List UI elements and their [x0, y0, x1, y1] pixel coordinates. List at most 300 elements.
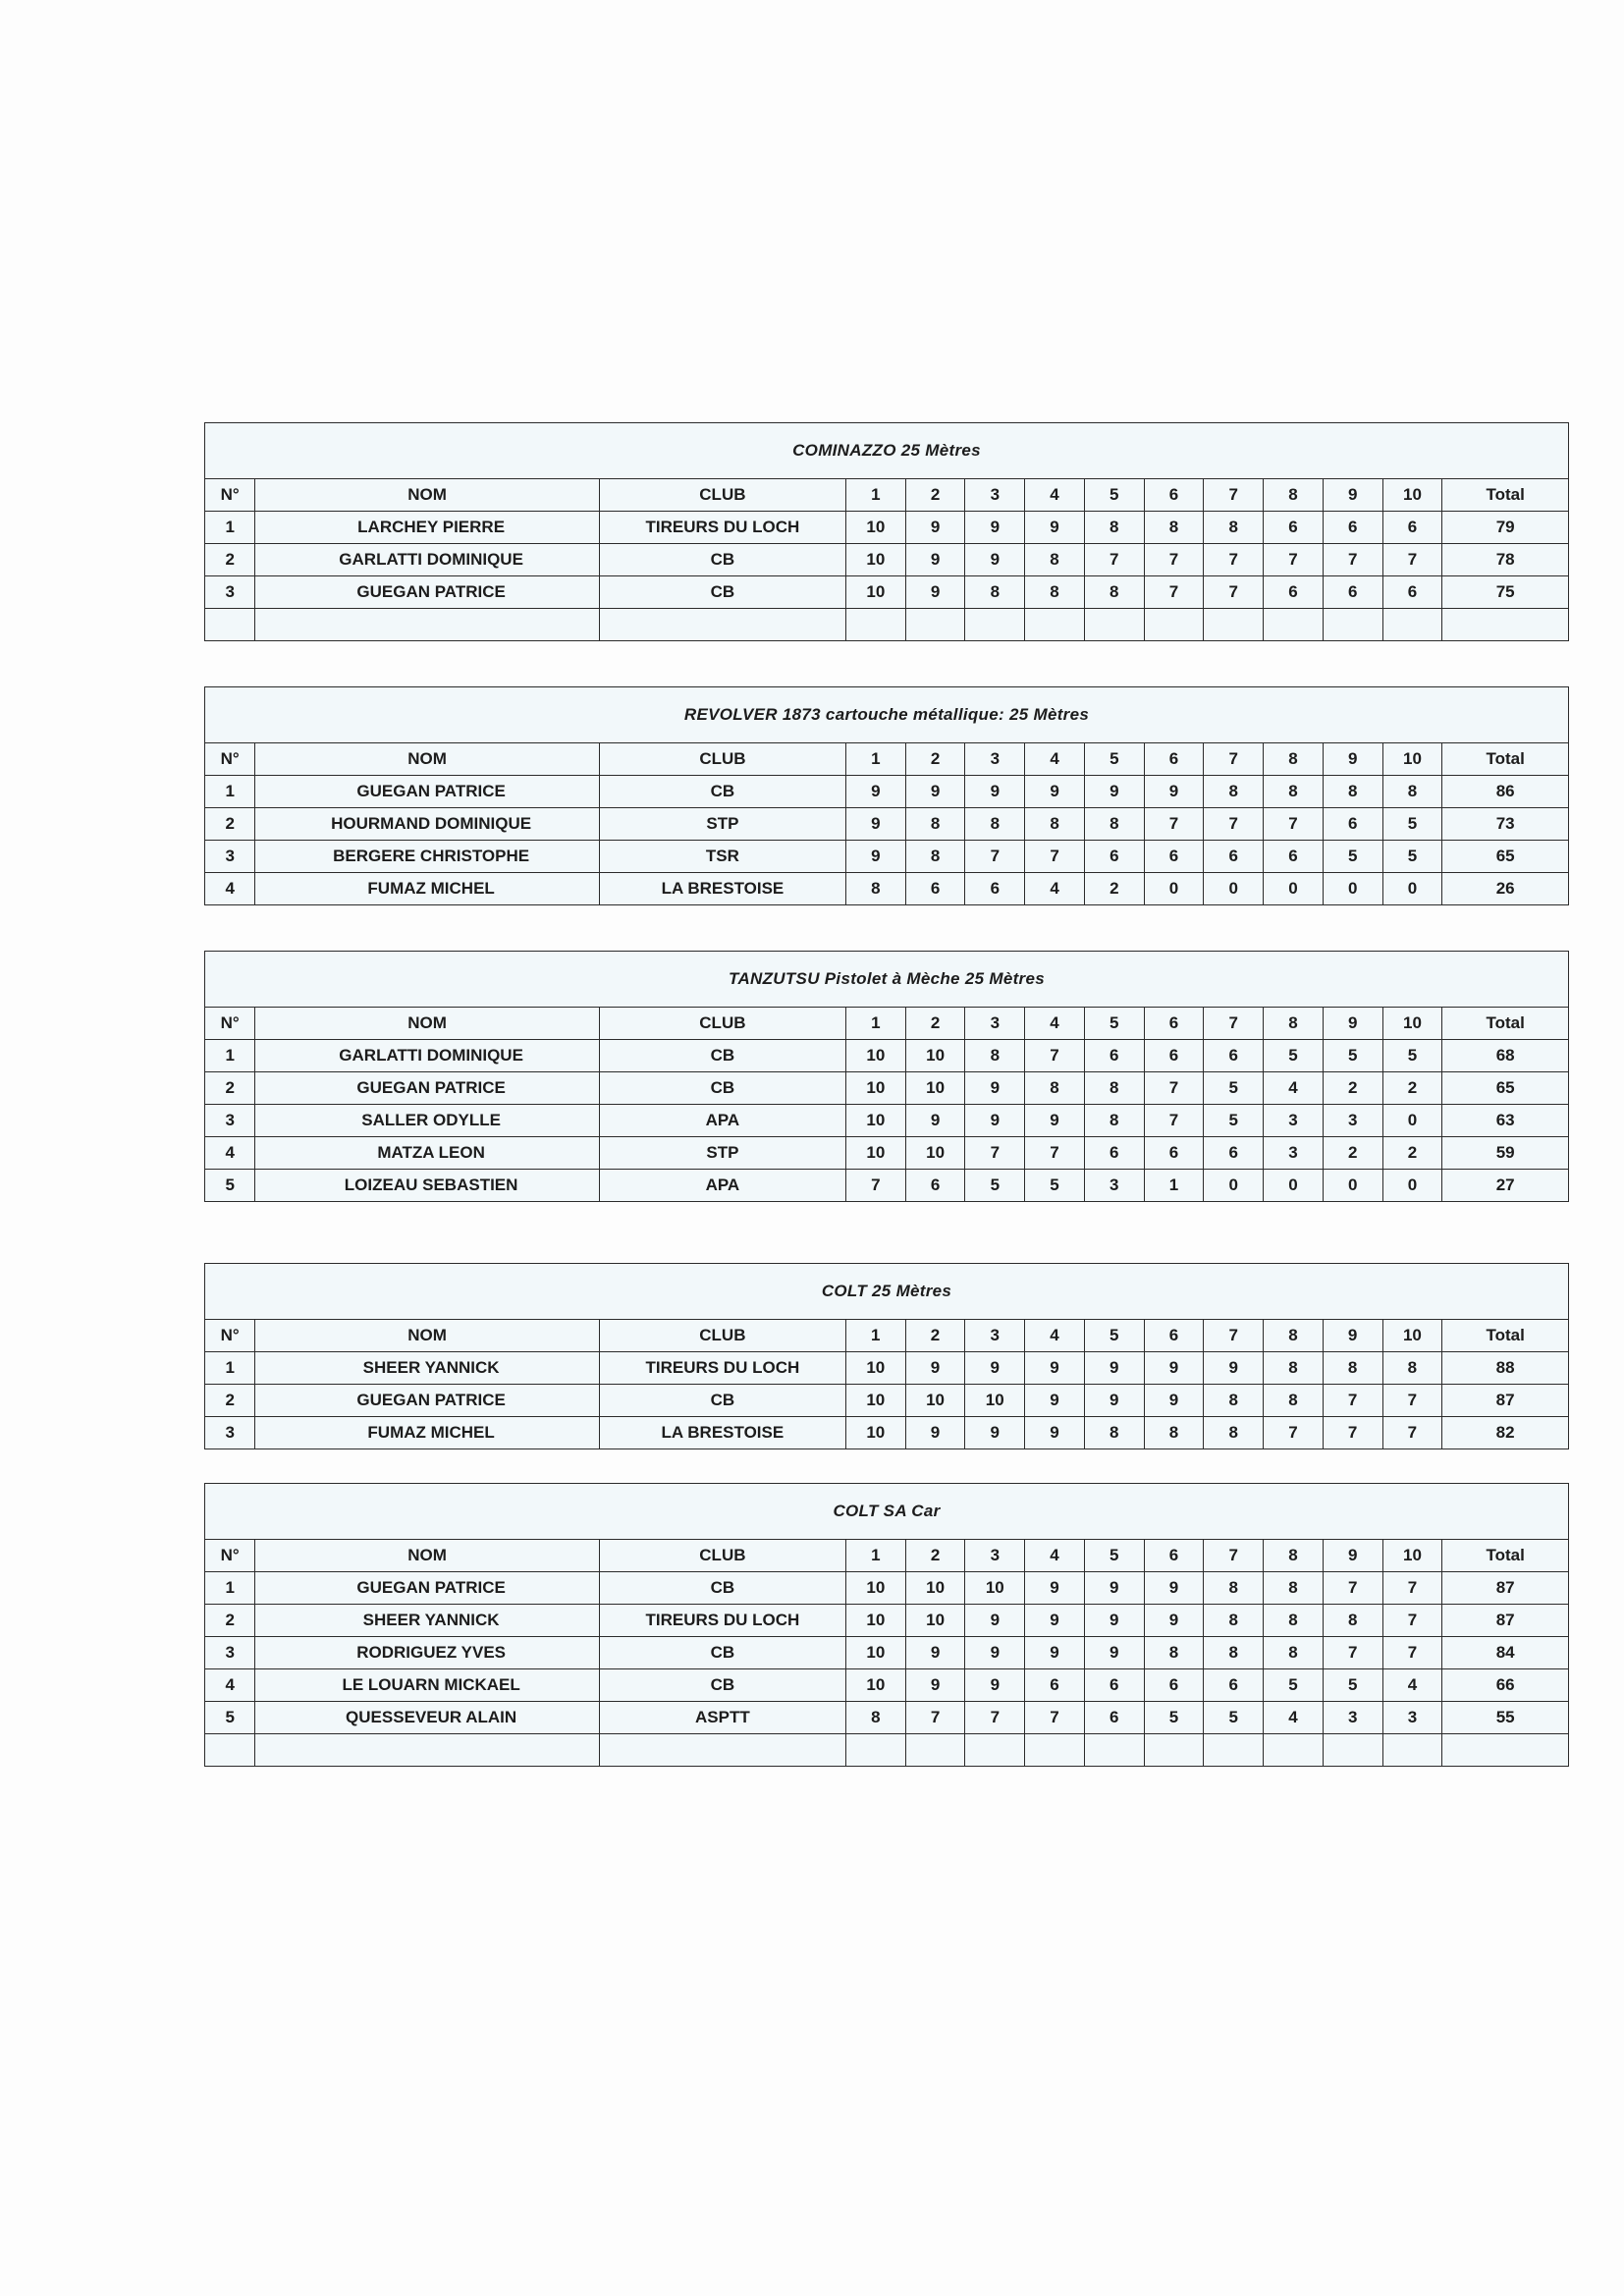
cell-shot-6: 1 — [1144, 1170, 1204, 1202]
cell-club: CB — [599, 1669, 845, 1702]
table-header-row — [205, 1008, 1569, 1040]
column-header-total: Total — [1442, 743, 1569, 776]
cell-shot-4: 9 — [1025, 1352, 1085, 1385]
cell-club: CB — [599, 576, 845, 609]
column-header-shot-8: 8 — [1264, 743, 1324, 776]
cell-rank: 1 — [205, 1352, 255, 1385]
blank-cell — [1025, 1734, 1085, 1767]
cell-shot-2: 8 — [905, 841, 965, 873]
cell-shot-3: 5 — [965, 1170, 1025, 1202]
results-table — [204, 686, 1569, 905]
cell-shot-10: 2 — [1382, 1072, 1442, 1105]
cell-total: 87 — [1442, 1605, 1569, 1637]
cell-shot-3: 9 — [965, 1105, 1025, 1137]
cell-shot-4: 9 — [1025, 1572, 1085, 1605]
cell-shot-10: 7 — [1382, 1572, 1442, 1605]
cell-shot-1: 9 — [846, 776, 906, 808]
cell-shot-4: 9 — [1025, 1637, 1085, 1669]
blank-cell — [205, 1734, 255, 1767]
cell-shot-8: 4 — [1264, 1702, 1324, 1734]
column-header-club: CLUB — [599, 479, 845, 512]
cell-shot-4: 8 — [1025, 1072, 1085, 1105]
cell-shot-7: 7 — [1204, 576, 1264, 609]
cell-shot-4: 7 — [1025, 1040, 1085, 1072]
cell-shot-4: 7 — [1025, 1702, 1085, 1734]
column-header-shot-10: 10 — [1382, 479, 1442, 512]
column-header-name: NOM — [255, 743, 599, 776]
cell-shot-1: 10 — [845, 1605, 905, 1637]
column-header-rank: N° — [205, 1008, 255, 1040]
column-header-rank: N° — [205, 743, 255, 776]
cell-shot-9: 6 — [1323, 512, 1382, 544]
cell-shot-3: 8 — [965, 1040, 1025, 1072]
cell-shot-2: 6 — [905, 873, 965, 905]
cell-rank: 2 — [205, 544, 255, 576]
cell-shot-10: 7 — [1382, 544, 1442, 576]
cell-shot-8: 0 — [1264, 873, 1324, 905]
table-title: COLT SA Car — [205, 1484, 1569, 1540]
table-row — [205, 1040, 1569, 1072]
table-spacer — [204, 1449, 1569, 1483]
cell-shot-8: 6 — [1264, 512, 1324, 544]
cell-shot-5: 6 — [1084, 841, 1144, 873]
table-spacer — [204, 1202, 1569, 1263]
cell-club: TIREURS DU LOCH — [599, 1352, 845, 1385]
table-blank-row — [205, 1734, 1569, 1767]
cell-club: TIREURS DU LOCH — [599, 512, 845, 544]
blank-cell — [1084, 1734, 1144, 1767]
column-header-shot-1: 1 — [845, 1540, 905, 1572]
column-header-shot-7: 7 — [1204, 1320, 1264, 1352]
cell-shot-9: 2 — [1323, 1137, 1382, 1170]
cell-total: 27 — [1442, 1170, 1569, 1202]
cell-shot-2: 9 — [905, 576, 965, 609]
results-table — [204, 951, 1569, 1202]
table-header-row — [205, 1320, 1569, 1352]
cell-name: SHEER YANNICK — [255, 1605, 599, 1637]
blank-cell — [1025, 609, 1085, 641]
cell-club: CB — [599, 776, 845, 808]
cell-shot-3: 8 — [965, 808, 1025, 841]
cell-shot-7: 8 — [1204, 1572, 1264, 1605]
cell-shot-8: 4 — [1264, 1072, 1324, 1105]
cell-shot-7: 8 — [1204, 1637, 1264, 1669]
blank-cell — [599, 1734, 845, 1767]
blank-cell — [1323, 609, 1382, 641]
cell-shot-6: 0 — [1144, 873, 1204, 905]
cell-shot-6: 7 — [1144, 1105, 1204, 1137]
cell-club: CB — [599, 1385, 845, 1417]
column-header-club: CLUB — [599, 1008, 845, 1040]
cell-club: TSR — [599, 841, 845, 873]
cell-shot-5: 9 — [1084, 1385, 1144, 1417]
cell-shot-5: 3 — [1084, 1170, 1144, 1202]
column-header-rank: N° — [205, 1320, 255, 1352]
cell-shot-4: 9 — [1025, 512, 1085, 544]
blank-cell — [1144, 1734, 1204, 1767]
cell-shot-2: 10 — [905, 1137, 965, 1170]
cell-shot-2: 7 — [905, 1702, 965, 1734]
column-header-name: NOM — [255, 1540, 599, 1572]
cell-shot-5: 7 — [1084, 544, 1144, 576]
cell-shot-7: 8 — [1204, 1605, 1264, 1637]
cell-shot-4: 9 — [1025, 776, 1085, 808]
cell-shot-5: 8 — [1084, 1417, 1144, 1449]
cell-shot-7: 8 — [1204, 1385, 1264, 1417]
cell-shot-2: 10 — [905, 1072, 965, 1105]
table-title: COMINAZZO 25 Mètres — [205, 423, 1569, 479]
table-row — [205, 1572, 1569, 1605]
cell-rank: 3 — [205, 576, 255, 609]
column-header-shot-5: 5 — [1084, 743, 1144, 776]
cell-shot-6: 5 — [1144, 1702, 1204, 1734]
column-header-shot-3: 3 — [965, 1008, 1025, 1040]
cell-shot-9: 7 — [1323, 1572, 1382, 1605]
cell-shot-10: 7 — [1382, 1385, 1442, 1417]
blank-cell — [1382, 609, 1442, 641]
cell-shot-3: 9 — [965, 1605, 1025, 1637]
cell-shot-10: 8 — [1382, 776, 1442, 808]
cell-shot-1: 9 — [846, 841, 906, 873]
results-table — [204, 1263, 1569, 1449]
cell-shot-6: 9 — [1144, 776, 1204, 808]
column-header-shot-5: 5 — [1084, 1540, 1144, 1572]
cell-shot-9: 8 — [1323, 1605, 1382, 1637]
column-header-shot-1: 1 — [845, 479, 905, 512]
cell-name: QUESSEVEUR ALAIN — [255, 1702, 599, 1734]
cell-shot-5: 6 — [1084, 1702, 1144, 1734]
cell-shot-9: 5 — [1323, 1040, 1382, 1072]
table-row — [205, 576, 1569, 609]
column-header-shot-1: 1 — [846, 743, 906, 776]
cell-name: LE LOUARN MICKAEL — [255, 1669, 599, 1702]
table-row — [205, 1417, 1569, 1449]
cell-shot-8: 8 — [1264, 1637, 1324, 1669]
blank-cell — [1442, 1734, 1569, 1767]
cell-shot-3: 7 — [965, 1137, 1025, 1170]
cell-shot-2: 9 — [905, 1669, 965, 1702]
cell-shot-1: 10 — [845, 1072, 905, 1105]
table-row — [205, 1137, 1569, 1170]
cell-shot-8: 5 — [1264, 1040, 1324, 1072]
cell-shot-1: 10 — [845, 1417, 905, 1449]
cell-shot-4: 4 — [1025, 873, 1085, 905]
cell-shot-2: 9 — [905, 1417, 965, 1449]
column-header-shot-5: 5 — [1084, 479, 1144, 512]
cell-shot-8: 0 — [1264, 1170, 1324, 1202]
cell-name: SALLER ODYLLE — [255, 1105, 599, 1137]
column-header-shot-9: 9 — [1323, 743, 1382, 776]
cell-shot-4: 7 — [1025, 1137, 1085, 1170]
cell-total: 68 — [1442, 1040, 1569, 1072]
cell-shot-6: 8 — [1144, 1417, 1204, 1449]
cell-name: GUEGAN PATRICE — [255, 1072, 599, 1105]
cell-rank: 1 — [205, 776, 255, 808]
cell-shot-5: 9 — [1084, 1605, 1144, 1637]
cell-shot-6: 7 — [1144, 808, 1204, 841]
column-header-shot-8: 8 — [1264, 1540, 1324, 1572]
table-row — [205, 1385, 1569, 1417]
cell-rank: 3 — [205, 1637, 255, 1669]
column-header-club: CLUB — [599, 1320, 845, 1352]
cell-shot-7: 5 — [1204, 1105, 1264, 1137]
cell-shot-5: 8 — [1084, 512, 1144, 544]
table-title-row — [205, 423, 1569, 479]
cell-name: HOURMAND DOMINIQUE — [255, 808, 599, 841]
column-header-shot-2: 2 — [905, 1320, 965, 1352]
column-header-shot-6: 6 — [1144, 1008, 1204, 1040]
cell-club: CB — [599, 544, 845, 576]
cell-shot-1: 8 — [845, 1702, 905, 1734]
column-header-shot-9: 9 — [1323, 1540, 1382, 1572]
cell-shot-7: 9 — [1204, 1352, 1264, 1385]
column-header-club: CLUB — [599, 1540, 845, 1572]
column-header-shot-4: 4 — [1025, 479, 1085, 512]
column-header-shot-6: 6 — [1144, 479, 1204, 512]
column-header-shot-5: 5 — [1084, 1320, 1144, 1352]
table-title-row — [205, 1264, 1569, 1320]
cell-shot-3: 9 — [965, 544, 1025, 576]
cell-name: FUMAZ MICHEL — [255, 1417, 599, 1449]
cell-shot-5: 9 — [1084, 1572, 1144, 1605]
cell-shot-1: 8 — [846, 873, 906, 905]
cell-shot-9: 0 — [1323, 1170, 1382, 1202]
cell-shot-10: 2 — [1382, 1137, 1442, 1170]
cell-shot-6: 9 — [1144, 1572, 1204, 1605]
table-title: COLT 25 Mètres — [205, 1264, 1569, 1320]
cell-rank: 3 — [205, 1105, 255, 1137]
table-spacer — [204, 641, 1569, 686]
blank-cell — [845, 609, 905, 641]
cell-shot-9: 3 — [1323, 1105, 1382, 1137]
column-header-shot-5: 5 — [1084, 1008, 1144, 1040]
cell-name: LARCHEY PIERRE — [255, 512, 599, 544]
cell-shot-7: 0 — [1204, 873, 1264, 905]
blank-cell — [255, 1734, 599, 1767]
cell-shot-2: 10 — [905, 1040, 965, 1072]
cell-rank: 2 — [205, 1072, 255, 1105]
cell-club: CB — [599, 1637, 845, 1669]
table-row — [205, 512, 1569, 544]
cell-shot-4: 7 — [1025, 841, 1085, 873]
cell-shot-3: 6 — [965, 873, 1025, 905]
cell-shot-2: 9 — [905, 544, 965, 576]
cell-shot-7: 6 — [1204, 841, 1264, 873]
column-header-rank: N° — [205, 1540, 255, 1572]
cell-rank: 4 — [205, 873, 255, 905]
cell-shot-7: 6 — [1204, 1669, 1264, 1702]
cell-total: 86 — [1442, 776, 1569, 808]
cell-rank: 1 — [205, 1572, 255, 1605]
table-header-row — [205, 743, 1569, 776]
table-row — [205, 776, 1569, 808]
cell-rank: 3 — [205, 841, 255, 873]
cell-shot-10: 6 — [1382, 576, 1442, 609]
cell-club: APA — [599, 1170, 845, 1202]
cell-shot-10: 0 — [1382, 1170, 1442, 1202]
cell-shot-6: 7 — [1144, 576, 1204, 609]
cell-shot-3: 9 — [965, 776, 1025, 808]
cell-shot-1: 10 — [845, 1352, 905, 1385]
cell-shot-10: 7 — [1382, 1417, 1442, 1449]
cell-shot-10: 5 — [1382, 841, 1442, 873]
column-header-shot-10: 10 — [1382, 743, 1442, 776]
cell-shot-8: 7 — [1264, 544, 1324, 576]
cell-shot-4: 8 — [1025, 808, 1085, 841]
cell-shot-5: 8 — [1084, 808, 1144, 841]
cell-shot-6: 6 — [1144, 841, 1204, 873]
cell-name: GUEGAN PATRICE — [255, 1572, 599, 1605]
column-header-shot-4: 4 — [1025, 743, 1085, 776]
cell-shot-1: 10 — [845, 1572, 905, 1605]
cell-name: LOIZEAU SEBASTIEN — [255, 1170, 599, 1202]
cell-club: TIREURS DU LOCH — [599, 1605, 845, 1637]
cell-total: 87 — [1442, 1572, 1569, 1605]
column-header-name: NOM — [255, 1320, 599, 1352]
cell-shot-5: 6 — [1084, 1669, 1144, 1702]
cell-shot-8: 7 — [1264, 808, 1324, 841]
cell-shot-4: 9 — [1025, 1385, 1085, 1417]
column-header-total: Total — [1442, 1320, 1569, 1352]
cell-shot-8: 8 — [1264, 776, 1324, 808]
cell-total: 88 — [1442, 1352, 1569, 1385]
cell-shot-5: 9 — [1084, 1352, 1144, 1385]
cell-shot-6: 8 — [1144, 1637, 1204, 1669]
cell-shot-10: 5 — [1382, 1040, 1442, 1072]
table-spacer — [204, 1767, 1569, 1800]
column-header-shot-7: 7 — [1204, 479, 1264, 512]
column-header-shot-7: 7 — [1204, 1540, 1264, 1572]
cell-shot-3: 9 — [965, 1352, 1025, 1385]
cell-rank: 4 — [205, 1137, 255, 1170]
cell-club: APA — [599, 1105, 845, 1137]
cell-club: CB — [599, 1572, 845, 1605]
table-row — [205, 1605, 1569, 1637]
cell-total: 59 — [1442, 1137, 1569, 1170]
cell-shot-2: 9 — [905, 512, 965, 544]
cell-shot-10: 3 — [1382, 1702, 1442, 1734]
cell-club: STP — [599, 808, 845, 841]
cell-shot-5: 9 — [1084, 1637, 1144, 1669]
cell-shot-6: 8 — [1144, 512, 1204, 544]
blank-cell — [1264, 1734, 1324, 1767]
cell-name: BERGERE CHRISTOPHE — [255, 841, 599, 873]
column-header-shot-3: 3 — [965, 479, 1025, 512]
cell-shot-9: 7 — [1323, 1637, 1382, 1669]
cell-shot-8: 8 — [1264, 1385, 1324, 1417]
cell-shot-6: 7 — [1144, 544, 1204, 576]
cell-shot-9: 7 — [1323, 544, 1382, 576]
table-title-row — [205, 1484, 1569, 1540]
column-header-shot-7: 7 — [1204, 743, 1264, 776]
cell-name: GUEGAN PATRICE — [255, 576, 599, 609]
column-header-rank: N° — [205, 479, 255, 512]
cell-rank: 4 — [205, 1669, 255, 1702]
cell-shot-3: 9 — [965, 1669, 1025, 1702]
cell-shot-10: 7 — [1382, 1605, 1442, 1637]
cell-shot-9: 2 — [1323, 1072, 1382, 1105]
column-header-name: NOM — [255, 1008, 599, 1040]
cell-shot-3: 9 — [965, 1637, 1025, 1669]
column-header-shot-10: 10 — [1382, 1008, 1442, 1040]
blank-cell — [1442, 609, 1569, 641]
cell-shot-9: 3 — [1323, 1702, 1382, 1734]
cell-shot-8: 8 — [1264, 1352, 1324, 1385]
column-header-shot-4: 4 — [1025, 1320, 1085, 1352]
cell-shot-2: 9 — [905, 1352, 965, 1385]
cell-shot-3: 9 — [965, 512, 1025, 544]
column-header-shot-8: 8 — [1264, 1320, 1324, 1352]
cell-shot-3: 10 — [965, 1385, 1025, 1417]
blank-cell — [845, 1734, 905, 1767]
blank-cell — [905, 1734, 965, 1767]
cell-shot-7: 5 — [1204, 1072, 1264, 1105]
table-row — [205, 1702, 1569, 1734]
cell-club: CB — [599, 1072, 845, 1105]
column-header-shot-6: 6 — [1144, 1540, 1204, 1572]
column-header-shot-4: 4 — [1025, 1008, 1085, 1040]
cell-shot-2: 8 — [905, 808, 965, 841]
cell-shot-1: 9 — [846, 808, 906, 841]
cell-total: 79 — [1442, 512, 1569, 544]
cell-shot-7: 8 — [1204, 512, 1264, 544]
cell-shot-1: 10 — [845, 1637, 905, 1669]
cell-shot-1: 10 — [845, 1669, 905, 1702]
cell-shot-1: 10 — [845, 1137, 905, 1170]
cell-shot-9: 7 — [1323, 1385, 1382, 1417]
column-header-shot-8: 8 — [1264, 1008, 1324, 1040]
blank-cell — [255, 609, 599, 641]
column-header-shot-10: 10 — [1382, 1540, 1442, 1572]
cell-shot-3: 7 — [965, 841, 1025, 873]
cell-shot-6: 9 — [1144, 1385, 1204, 1417]
column-header-total: Total — [1442, 1540, 1569, 1572]
cell-shot-7: 8 — [1204, 776, 1264, 808]
column-header-shot-3: 3 — [965, 1540, 1025, 1572]
cell-shot-9: 8 — [1323, 776, 1382, 808]
cell-shot-8: 8 — [1264, 1572, 1324, 1605]
table-title: TANZUTSU Pistolet à Mèche 25 Mètres — [205, 952, 1569, 1008]
blank-cell — [1144, 609, 1204, 641]
cell-shot-9: 5 — [1323, 1669, 1382, 1702]
column-header-shot-9: 9 — [1323, 1320, 1382, 1352]
column-header-shot-10: 10 — [1382, 1320, 1442, 1352]
results-sheet — [204, 422, 1569, 1800]
cell-club: LA BRESTOISE — [599, 873, 845, 905]
cell-shot-6: 7 — [1144, 1072, 1204, 1105]
cell-shot-1: 10 — [845, 512, 905, 544]
cell-total: 26 — [1442, 873, 1569, 905]
column-header-shot-9: 9 — [1323, 1008, 1382, 1040]
table-row — [205, 1352, 1569, 1385]
results-table — [204, 422, 1569, 641]
blank-cell — [1382, 1734, 1442, 1767]
blank-cell — [1204, 609, 1264, 641]
cell-name: GARLATTI DOMINIQUE — [255, 544, 599, 576]
cell-total: 78 — [1442, 544, 1569, 576]
cell-shot-7: 8 — [1204, 1417, 1264, 1449]
cell-shot-7: 7 — [1204, 544, 1264, 576]
column-header-shot-3: 3 — [965, 1320, 1025, 1352]
results-table — [204, 1483, 1569, 1767]
cell-total: 65 — [1442, 1072, 1569, 1105]
column-header-shot-3: 3 — [965, 743, 1025, 776]
cell-rank: 3 — [205, 1417, 255, 1449]
cell-shot-2: 6 — [905, 1170, 965, 1202]
cell-shot-2: 10 — [905, 1385, 965, 1417]
cell-shot-8: 5 — [1264, 1669, 1324, 1702]
cell-name: MATZA LEON — [255, 1137, 599, 1170]
